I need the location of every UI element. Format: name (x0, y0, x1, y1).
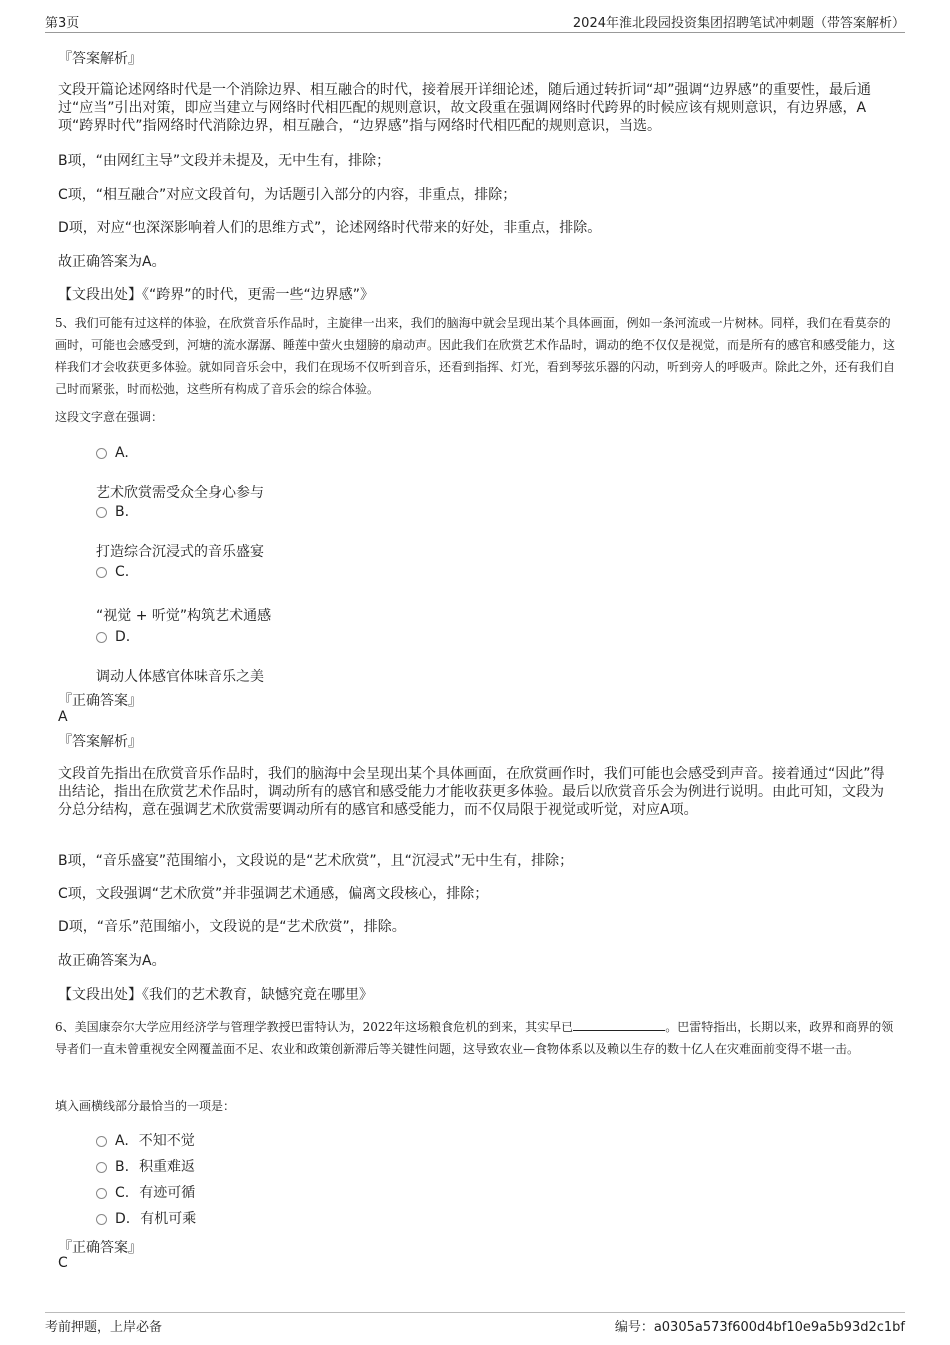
radio-icon[interactable] (96, 1214, 107, 1225)
radio-icon[interactable] (96, 1162, 107, 1173)
q6-option-c[interactable] (96, 1182, 195, 1202)
option-letter: D. (115, 629, 131, 645)
option-text: 积重难返 (139, 1159, 196, 1175)
q5-source: 【文段出处】《我们的艺术教育，缺憾究竟在哪里》 (58, 987, 373, 1003)
document-id: 编号：a0305a573f600d4bf10e9a5b93d2c1bf (614, 1320, 905, 1335)
radio-icon[interactable] (96, 632, 107, 643)
radio-icon[interactable] (96, 1136, 107, 1147)
q5-analysis-option-d: D项，“音乐”范围缩小，文段说的是“艺术欣赏”，排除。 (58, 919, 406, 935)
q6-stem-part1: 6、美国康奈尔大学应用经济学与管理学教授巴雷特认为，2022年这场粮食危机的到来，其实早已 (55, 1020, 574, 1034)
q6-stem-part2: 。巴雷特指出，长期以来，政界和商界的领导者们一直未曾重视安全网覆盖面不足、农业和政策创新滞后等关键性问题，这导致农业—食物体系以及赖以生存的数十亿人在灾难面前变得不堪一击。 (55, 1020, 894, 1056)
q6-answer-label: 『正确答案』 (58, 1240, 142, 1256)
radio-icon[interactable] (96, 507, 107, 518)
q5-answer: A (58, 709, 68, 725)
q4-analysis-option-c: C项，“相互融合”对应文段首句，为话题引入部分的内容，非重点，排除； (58, 187, 517, 203)
option-text: 有机可乘 (140, 1211, 197, 1227)
q5-option-b-text: 打造综合沉浸式的音乐盛宴 (96, 544, 264, 560)
document-title: 2024年淮北段园投资集团招聘笔试冲刺题（带答案解析） (572, 16, 905, 31)
q4-analysis-label: 『答案解析』 (58, 51, 142, 67)
option-letter: A. (115, 445, 129, 461)
option-letter: B. (115, 1159, 130, 1175)
q5-analysis-label: 『答案解析』 (58, 734, 142, 750)
footer-slogan: 考前押题，上岸必备 (45, 1320, 163, 1335)
option-letter: C. (115, 564, 130, 580)
q6-option-d[interactable] (96, 1208, 196, 1228)
q4-analysis-option-d: D项，对应“也深深影响着人们的思维方式”，论述网络时代带来的好处，非重点，排除。 (58, 220, 602, 236)
page-number: 第3页 (45, 16, 80, 31)
q5-answer-label: 『正确答案』 (58, 693, 142, 709)
q5-option-d-text: 调动人体感官体味音乐之美 (96, 669, 264, 685)
radio-icon[interactable] (96, 448, 107, 459)
q5-analysis-option-c: C项，文段强调“艺术欣赏”并非强调艺术通感，偏离文段核心，排除； (58, 886, 489, 902)
option-letter: C. (115, 1185, 130, 1201)
q4-conclusion: 故正确答案为A。 (58, 254, 166, 270)
q5-option-a[interactable] (96, 445, 129, 461)
q5-analysis-paragraph: 文段首先指出在欣赏音乐作品时，我们的脑海中会呈现出某个具体画面，在欣赏画作时，我们可能也会感受到声音。接着通过“因此”得出结论，指出在欣赏艺术作品时，调动所有的感官和感受能力才能收获更多体验。最后以欣赏音乐会为例进行说明。由此可知，文段为分总分结构，意在强调艺术欣赏需要调动所有的感官和感受能力，而不仅局限于视觉或听觉，对应A项。 (58, 766, 885, 818)
radio-icon[interactable] (96, 1188, 107, 1199)
q6-stem (55, 1016, 895, 1060)
page-header (45, 10, 905, 33)
radio-icon[interactable] (96, 567, 107, 578)
option-text: 有迹可循 (139, 1185, 196, 1201)
q5-prompt: 这段文字意在强调： (55, 410, 164, 424)
q4-analysis-option-b: B项，“由网红主导”文段并未提及，无中生有，排除； (58, 153, 391, 169)
q6-option-b[interactable] (96, 1156, 195, 1176)
q4-source: 【文段出处】《“跨界”的时代，更需一些“边界感”》 (58, 287, 375, 303)
q5-option-b[interactable] (96, 504, 129, 520)
q5-analysis-option-b: B项，“音乐盛宴”范围缩小，文段说的是“艺术欣赏”，且“沉浸式”无中生有，排除； (58, 853, 574, 869)
q5-option-a-text: 艺术欣赏需受众全身心参与 (96, 485, 264, 501)
q5-option-d[interactable] (96, 629, 130, 645)
option-letter: D. (115, 1211, 131, 1227)
q5-option-c[interactable] (96, 564, 129, 580)
option-letter: A. (115, 1133, 129, 1149)
option-text: 不知不觉 (138, 1133, 195, 1149)
q4-analysis-paragraph: 文段开篇论述网络时代是一个消除边界、相互融合的时代，接着展开详细论述，随后通过转折词“却”强调“边界感”的重要性，最后通过“应当”引出对策，即应当建立与网络时代相匹配的规则意识，故文段重在强调网络时代跨界的时候应该有规则意识，有边界感，A项“跨界时代”指网络时代消除边界，相互融合，“边界感”指与网络时代相匹配的规则意识，当选。 (58, 82, 872, 134)
q6-answer: C (58, 1255, 68, 1271)
page-footer (45, 1312, 905, 1335)
q6-option-a[interactable] (96, 1130, 195, 1150)
q5-option-c-text: “视觉 + 听觉”构筑艺术通感 (96, 608, 272, 624)
answer-blank (573, 1018, 665, 1031)
q6-prompt: 填入画横线部分最恰当的一项是： (55, 1099, 236, 1113)
q5-stem: 5、我们可能有过这样的体验，在欣赏音乐作品时，主旋律一出来，我们的脑海中就会呈现出某个具体画面，例如一条河流或一片树林。同样，我们在看莫奈的画时，可能也会感受到，河塘的流水潺潺、睡莲中萤火虫翅膀的扇动声。因此我们在欣赏艺术作品时，调动的绝不仅仅是视觉，而是所有的感官和感受能力，这样我们才会收获更多体验。就如同音乐会中，我们在现场不仅听到音乐，还看到指挥、灯光，看到琴弦乐器的闪动，听到旁人的呼吸声。除此之外，还有我们自己时而紧张，时而松弛，这些所有构成了音乐会的综合体验。 (55, 316, 896, 396)
q5-conclusion: 故正确答案为A。 (58, 953, 166, 969)
option-letter: B. (115, 504, 130, 520)
